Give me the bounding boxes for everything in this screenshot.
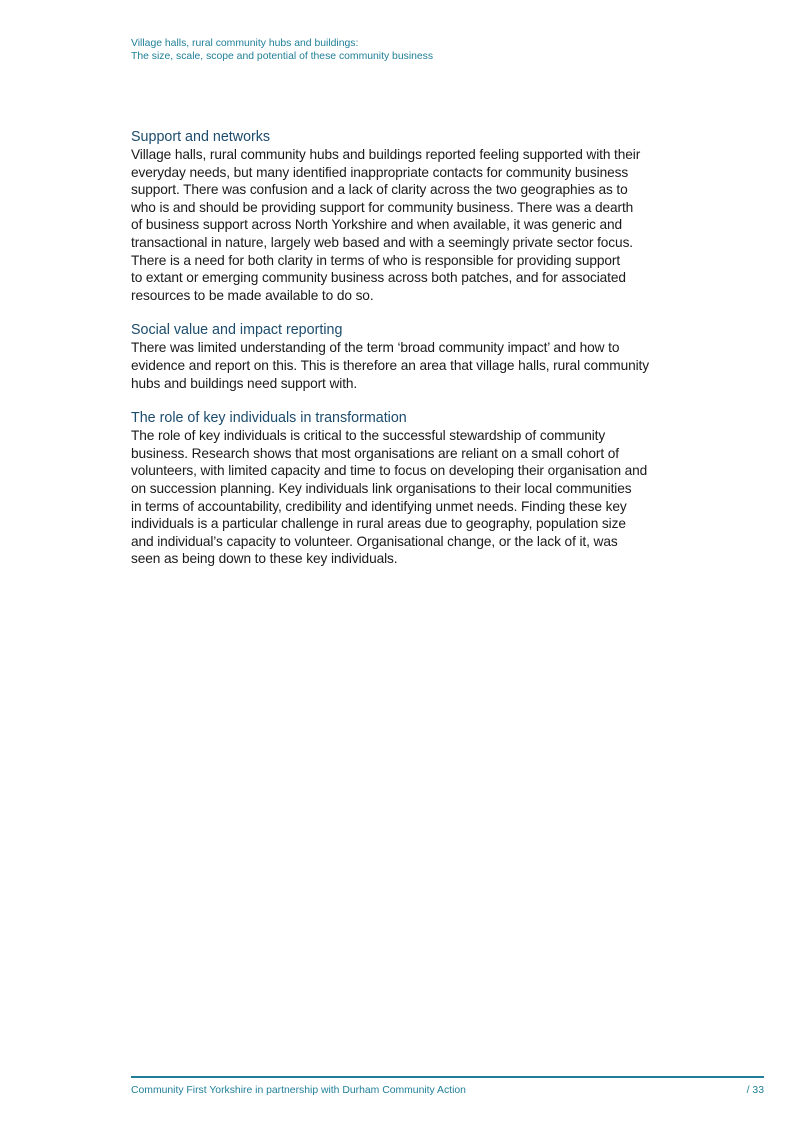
footer-credit: Community First Yorkshire in partnership with Durham Community Action <box>131 1085 466 1096</box>
paragraph-line: There is a need for both clarity in terms of who is responsible for providing support <box>131 252 621 268</box>
page-content <box>131 128 676 585</box>
section-paragraph <box>131 427 676 568</box>
page-number: / 33 <box>746 1085 764 1096</box>
section-heading: The role of key individuals in transformation <box>131 410 407 427</box>
paragraph-line: everyday needs, but many identified inappropriate contacts for community business <box>131 164 629 180</box>
paragraph-line: evidence and report on this. This is therefore an area that village halls, rural community <box>131 357 649 373</box>
paragraph-line: and individual’s capacity to volunteer. Organisational change, or the lack of it, was <box>131 533 618 549</box>
running-header-title: Village halls, rural community hubs and buildings: <box>131 38 359 49</box>
running-header <box>131 37 691 63</box>
section-key-individuals <box>131 409 676 568</box>
paragraph-line: in terms of accountability, credibility and identifying unmet needs. Finding these key <box>131 498 627 514</box>
footer-divider <box>131 1076 764 1078</box>
paragraph-line: volunteers, with limited capacity and time to focus on developing their organisation and <box>131 463 648 479</box>
paragraph-line: transactional in nature, largely web based and with a seemingly private sector focus. <box>131 234 634 250</box>
section-heading: Social value and impact reporting <box>131 322 343 339</box>
section-support-networks <box>131 128 676 304</box>
paragraph-line: of business support across North Yorkshire and when available, it was generic and <box>131 217 623 233</box>
paragraph-line: who is and should be providing support for community business. There was a dearth <box>131 199 634 215</box>
paragraph-line: Village halls, rural community hubs and buildings reported feeling supported with their <box>131 147 641 162</box>
paragraph-line: business. Research shows that most organisations are reliant on a small cohort of <box>131 445 619 461</box>
paragraph-line: There was limited understanding of the term ‘broad community impact’ and how to <box>131 340 620 356</box>
section-paragraph <box>131 339 676 392</box>
paragraph-line: to extant or emerging community business across both patches, and for associated <box>131 270 626 286</box>
paragraph-line: resources to be made available to do so. <box>131 287 374 303</box>
paragraph-line: hubs and buildings need support with. <box>131 375 358 391</box>
running-header-subtitle: The size, scale, scope and potential of these community business <box>131 51 434 62</box>
section-heading: Support and networks <box>131 129 271 145</box>
paragraph-line: individuals is a particular challenge in rural areas due to geography, population size <box>131 516 626 532</box>
paragraph-line: on succession planning. Key individuals link organisations to their local communities <box>131 480 632 496</box>
paragraph-line: The role of key individuals is critical to the successful stewardship of community <box>131 428 606 444</box>
section-social-value <box>131 321 676 392</box>
paragraph-line: seen as being down to these key individuals. <box>131 551 398 567</box>
section-paragraph <box>131 146 676 304</box>
paragraph-line: support. There was confusion and a lack of clarity across the two geographies as to <box>131 182 628 198</box>
